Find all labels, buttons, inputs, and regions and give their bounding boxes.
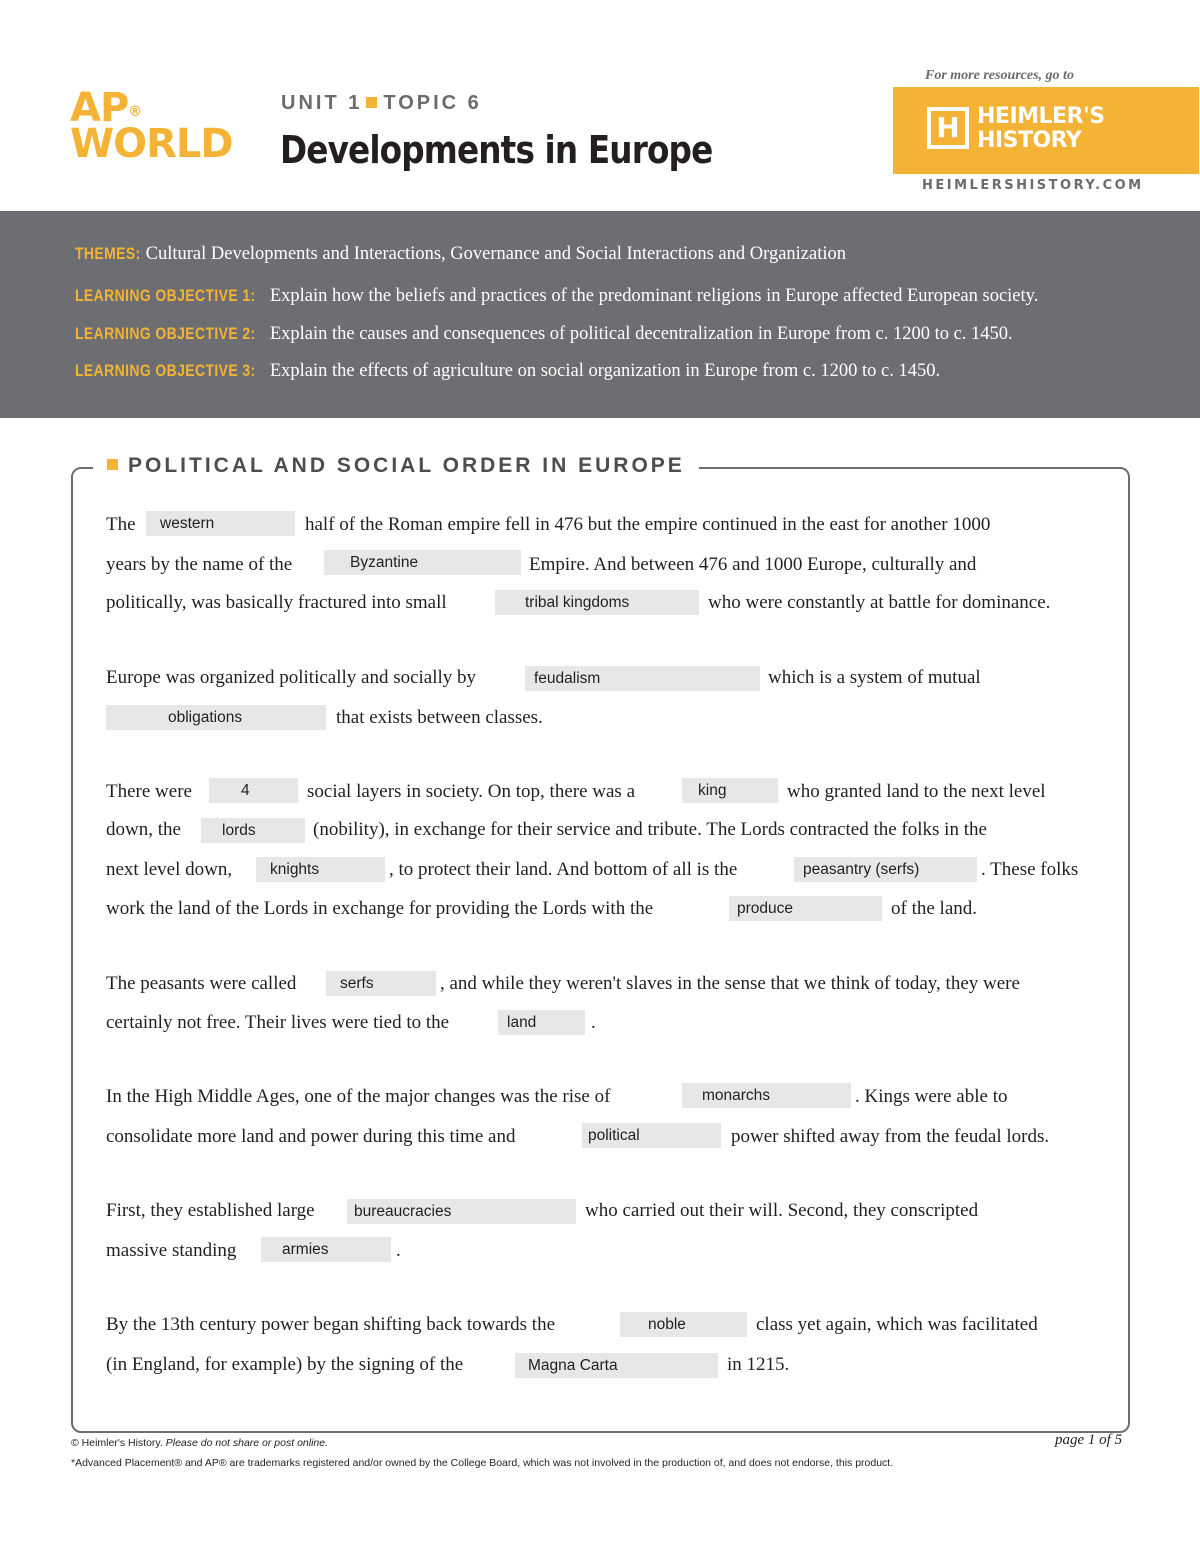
unit-label: UNIT 1	[281, 92, 363, 114]
objectives-banner	[0, 211, 1200, 418]
text-fragment: By the 13th century power began shifting back towards the	[106, 1314, 556, 1335]
brand-url-link[interactable]: HEIMLERSHISTORY.COM	[922, 178, 1144, 193]
answer-field-western[interactable]: western	[146, 511, 295, 536]
text-fragment: that exists between classes.	[336, 707, 543, 728]
answer-field-four[interactable]: 4	[209, 778, 298, 803]
themes-line	[75, 244, 846, 265]
answer-field-magna-carta[interactable]: Magna Carta	[515, 1353, 718, 1378]
page-number: page 1 of 5	[1055, 1432, 1123, 1448]
text-fragment: , and while they weren't slaves in the sense that we think of today, they were	[440, 973, 1020, 994]
text-fragment: Europe was organized politically and socially by	[106, 667, 477, 688]
text-fragment: who carried out their will. Second, they conscripted	[585, 1200, 979, 1221]
text-fragment: who were constantly at battle for dominance.	[708, 592, 1051, 613]
text-fragment: In the High Middle Ages, one of the major changes was the rise of	[106, 1086, 611, 1107]
answer-field-noble[interactable]: noble	[620, 1312, 747, 1337]
unit-topic-label	[281, 92, 482, 115]
answer-field-tribal-kingdoms[interactable]: tribal kingdoms	[495, 590, 699, 615]
logo-world: WORLD	[70, 121, 233, 167]
text-fragment: . These folks	[981, 859, 1079, 880]
learning-objective-1	[75, 286, 1038, 307]
text-fragment: power shifted away from the feudal lords.	[731, 1126, 1050, 1147]
resources-text: For more resources, go to	[925, 68, 1074, 83]
topic-label: TOPIC 6	[383, 92, 482, 114]
answer-field-monarchs[interactable]: monarchs	[682, 1083, 851, 1108]
brand-name: HEIMLER'S HISTORY	[977, 104, 1105, 153]
answer-field-political[interactable]: political	[582, 1123, 721, 1148]
lo2-label: LEARNING OBJECTIVE 2:	[75, 324, 256, 343]
lo3-label: LEARNING OBJECTIVE 3:	[75, 361, 256, 380]
answer-field-produce[interactable]: produce	[729, 896, 882, 921]
lo2-text: Explain the causes and consequences of political decentralization in Europe from c. 1200 to c. 1450.	[269, 324, 1013, 344]
text-fragment: next level down,	[106, 859, 233, 880]
text-fragment: social layers in society. On top, there was a	[307, 781, 636, 802]
answer-field-serfs[interactable]: serfs	[326, 971, 436, 996]
answer-field-king[interactable]: king	[682, 778, 778, 803]
answer-field-land[interactable]: land	[498, 1010, 585, 1035]
text-fragment: Empire. And between 476 and 1000 Europe, culturally and	[529, 554, 977, 575]
text-fragment: .	[396, 1240, 401, 1261]
square-bullet-icon	[107, 459, 118, 470]
page-title: Developments in Europe	[280, 128, 713, 172]
learning-objective-2	[75, 324, 1013, 345]
trademark-notice: *Advanced Placement® and AP® are trademarks registered and/or owned by the College Board, which was not involved in the production of, and does not endorse, this product.	[71, 1457, 894, 1469]
themes-text: Cultural Developments and Interactions, Governance and Social Interactions and Organization	[145, 244, 846, 264]
text-fragment: The	[106, 514, 136, 535]
lo1-text: Explain how the beliefs and practices of the predominant religions in Europe affected European society.	[269, 286, 1039, 306]
answer-field-feudalism[interactable]: feudalism	[525, 666, 760, 691]
ap-world-logo	[70, 85, 270, 188]
text-fragment: class yet again, which was facilitated	[756, 1314, 1038, 1335]
logo-ap: AP®	[70, 85, 142, 131]
answer-field-knights[interactable]: knights	[256, 857, 385, 882]
text-fragment: certainly not free. Their lives were tied to the	[106, 1012, 450, 1033]
answer-field-lords[interactable]: lords	[201, 818, 305, 843]
text-fragment: .	[591, 1012, 596, 1033]
answer-field-bureaucracies[interactable]: bureaucracies	[347, 1199, 576, 1224]
text-fragment: , to protect their land. And bottom of all is the	[389, 859, 738, 880]
text-fragment: (nobility), in exchange for their service and tribute. The Lords contracted the folks in the	[313, 819, 987, 840]
text-fragment: consolidate more land and power during this time and	[106, 1126, 516, 1147]
themes-label: THEMES:	[75, 244, 141, 263]
text-fragment: years by the name of the	[106, 554, 293, 575]
text-fragment: work the land of the Lords in exchange for providing the Lords with the	[106, 898, 654, 919]
answer-field-armies[interactable]: armies	[261, 1237, 391, 1262]
text-fragment: of the land.	[891, 898, 978, 919]
text-fragment: The peasants were called	[106, 973, 297, 994]
text-fragment: There were	[106, 781, 192, 802]
text-fragment: . Kings were able to	[855, 1086, 1008, 1107]
answer-field-obligations[interactable]: obligations	[106, 705, 326, 730]
copyright-line: © Heimler's History. Please do not share or post online.	[71, 1437, 329, 1449]
text-fragment: half of the Roman empire fell in 476 but the empire continued in the east for another 1000	[305, 514, 991, 535]
text-fragment: (in England, for example) by the signing of the	[106, 1354, 464, 1375]
lo3-text: Explain the effects of agriculture on social organization in Europe from c. 1200 to c. 1450.	[269, 361, 941, 381]
text-fragment: who granted land to the next level	[787, 781, 1046, 802]
text-fragment: First, they established large	[106, 1200, 315, 1221]
learning-objective-3	[75, 361, 940, 382]
answer-field-byzantine[interactable]: Byzantine	[324, 550, 521, 575]
text-fragment: which is a system of mutual	[768, 667, 981, 688]
text-fragment: down, the	[106, 819, 181, 840]
square-bullet-icon	[366, 97, 377, 108]
section-heading: POLITICAL AND SOCIAL ORDER IN EUROPE	[93, 454, 699, 478]
heimlers-history-logo[interactable]	[893, 87, 1199, 174]
h-logo-icon: H	[927, 107, 969, 149]
text-fragment: politically, was basically fractured into small	[106, 592, 447, 613]
text-fragment: massive standing	[106, 1240, 237, 1261]
lo1-label: LEARNING OBJECTIVE 1:	[75, 286, 256, 305]
share-notice: Please do not share or post online.	[165, 1437, 329, 1449]
answer-field-peasantry[interactable]: peasantry (serfs)	[794, 857, 977, 882]
text-fragment: in 1215.	[727, 1354, 790, 1375]
